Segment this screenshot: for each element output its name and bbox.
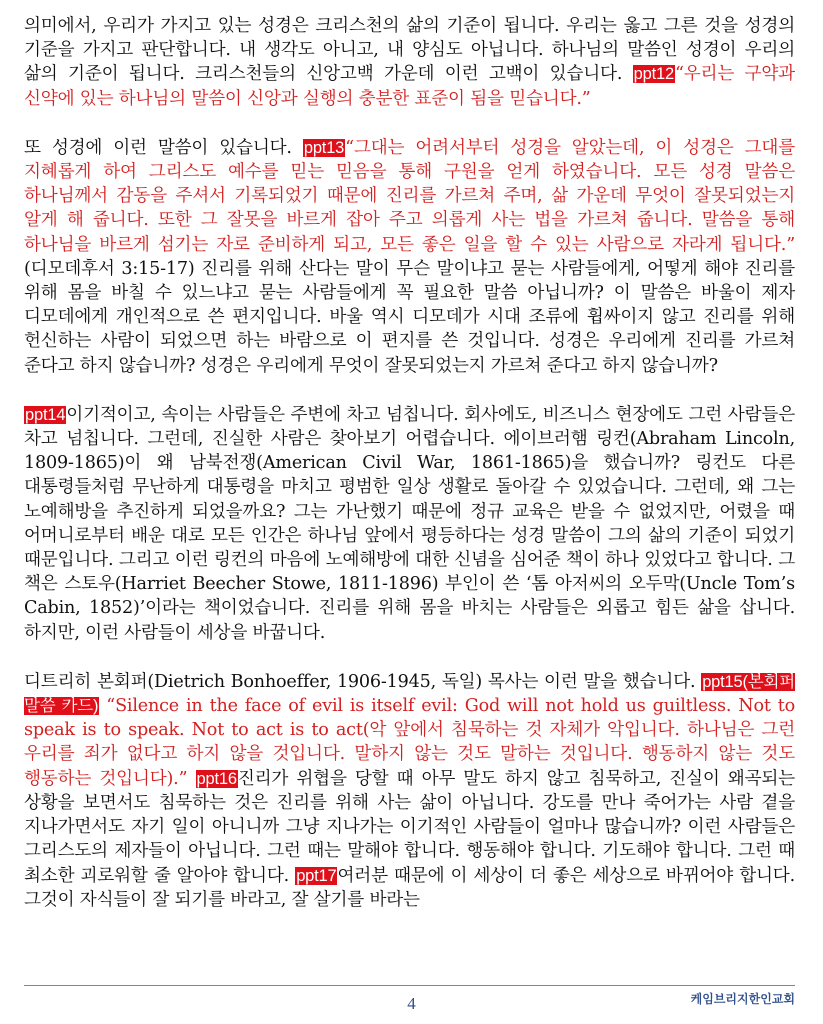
ppt-marker: ppt14 bbox=[25, 405, 66, 424]
body-text: 디트리히 본회퍼(Dietrich Bonhoeffer, 1906-1945, 독일) 목사는 이런 말을 했습니다. bbox=[24, 671, 702, 692]
body-text: (디모데후서 3:15-17) 진리를 위해 산다는 말이 무슨 말이냐고 묻는 사람들에게, 어떻게 해야 진리를 위해 몸을 바칠 수 있느냐고 묻는 사람들에게 꼭 필요한 말씀 아닙니까? 이 말씀은 바울이 제자 디모데에게 개인적으로 쓴 편지입니다. 바울 역시 디모데가 시대 조류에 휩싸이지 않고 진리를 위해 헌신하는 사람이 되었으면 하는 바람으로 이 편지를 쓴 것입니다. 성경은 우리에게 진리를 가르쳐 준다고 하지 않습니까? 성경은 우리에게 무엇이 잘못되었는지 가르쳐 준다고 하지 않습니까? bbox=[24, 258, 795, 376]
page-number: 4 bbox=[407, 994, 416, 1013]
ppt-marker: ppt17 bbox=[296, 866, 337, 885]
paragraph-lincoln bbox=[24, 403, 795, 645]
ppt-marker: ppt16 bbox=[196, 769, 237, 788]
paragraph-scripture bbox=[24, 136, 795, 378]
document-body bbox=[24, 14, 795, 937]
ppt-marker: ppt12 bbox=[633, 65, 674, 84]
body-text: 진리가 위협을 당할 때 아무 말도 하지 않고 침묵하고, 진실이 왜곡되는 상황을 보면서도 침묵하는 것은 진리를 위해 사는 삶이 아닙니다. 강도를 만나 죽어가는 사람 곁을 지나가면서도 자기 일이 아니니까 그냥 지나가는 이기적인 사람들이 얼마나 많습니까? 이런 사람들은 그리스도의 제자들이 아닙니다. 그런 때는 말해야 합니다. 행동해야 합니다. 기도해야 합니다. 그런 때 최소한 괴로워할 줄 알아야 합니다. bbox=[24, 768, 795, 886]
quote-text: “우리는 구약과 신약에 있는 하나님의 말씀이 신앙과 실행의 충분한 표준이 됨을 믿습니다.” bbox=[24, 64, 795, 109]
body-text: 의미에서, 우리가 가지고 있는 성경은 크리스천의 삶의 기준이 됩니다. 우리는 옳고 그른 것을 성경의 기준을 가지고 판단합니다. 내 생각도 아니고, 내 양심도 아닙니다. 하나님의 말씀인 성경이 우리의 삶의 기준이 됩니다. 크리스천들의 신앙고백 가운데 이런 고백이 있습니다. bbox=[24, 16, 795, 85]
ppt-marker: ppt15(본회퍼 말씀 카드) bbox=[24, 672, 795, 716]
church-name: 케임브리지한인교회 bbox=[690, 992, 795, 1006]
quote-text: “Silence in the face of evil is itself evil: God will not hold us guiltless. Not to speak is to speak. Not to act is to act(악 앞에서 침묵하는 것 자체가 악입니다. 하나님은 그런 우리를 죄가 없다고 하지 않을 것입니다. 말하지 않는 것도 말하는 것입니다. 행동하지 않는 것도 행동하는 것입니다).” bbox=[24, 696, 795, 789]
body-text: 이기적이고, 속이는 사람들은 주변에 차고 넘칩니다. 회사에도, 비즈니스 현장에도 그런 사람들은 차고 넘칩니다. 그런데, 진실한 사람은 찾아보기 어렵습니다. 에이브러햄 링컨(Abraham Lincoln, 1809-1865)이 왜 남북전쟁(American Civil War, 1861-1865)을 했습니까? 링컨도 다른 대통령들처럼 무난하게 대통령을 마치고 평범한 일상 생활로 돌아갈 수 있었습니다. 그런데, 왜 그는 노예해방을 추진하게 되었을까요? 그는 가난했기 때문에 정규 교육은 받을 수 없었지만, 어렸을 때 어머니로부터 배운 대로 모든 인간은 하나님 앞에서 평등하다는 성경 말씀이 그의 삶의 기준이 되었기 때문입니다. 그리고 이런 링컨의 마음에 노예해방에 대한 신념을 심어준 책이 하나 있었다고 합니다. 그 책은 스토우(Harriet Beecher Stowe, 1811-1896) 부인이 쓴 ‘톰 아저씨의 오두막(Uncle Tom’s Cabin, 1852)’이라는 책이었습니다. 진리를 위해 몸을 바치는 사람들은 외롭고 힘든 삶을 삽니다. 하지만, 이런 사람들이 세상을 바꿉니다. bbox=[24, 404, 795, 643]
paragraph-bonhoeffer bbox=[24, 670, 795, 912]
body-text: 여러분 때문에 이 세상이 더 좋은 세상으로 바뀌어야 합니다. 그것이 자식들이 잘 되기를 바라고, 잘 살기를 바라는 bbox=[24, 865, 795, 910]
body-text: 또 성경에 이런 말씀이 있습니다. bbox=[24, 137, 303, 158]
quote-text: “그대는 어려서부터 성경을 알았는데, 이 성경은 그대를 지혜롭게 하여 그리스도 예수를 믿는 믿음을 통해 구원을 얻게 하였습니다. 모든 성경 말씀은 하나님께서 감동을 주셔서 기록되었기 때문에 진리를 가르쳐 주며, 삶 가운데 무엇이 잘못되었는지 알게 해 줍니다. 또한 그 잘못을 바르게 잡아 주고 의롭게 사는 법을 가르쳐 줍니다. 말씀을 통해 하나님을 바르게 섬기는 자로 준비하게 되고, 모든 좋은 일을 할 수 있는 사람으로 자라게 됩니다.” bbox=[24, 137, 795, 255]
paragraph-standard-of-life bbox=[24, 14, 795, 111]
ppt-marker: ppt13 bbox=[303, 138, 345, 157]
footer-divider bbox=[24, 985, 795, 986]
